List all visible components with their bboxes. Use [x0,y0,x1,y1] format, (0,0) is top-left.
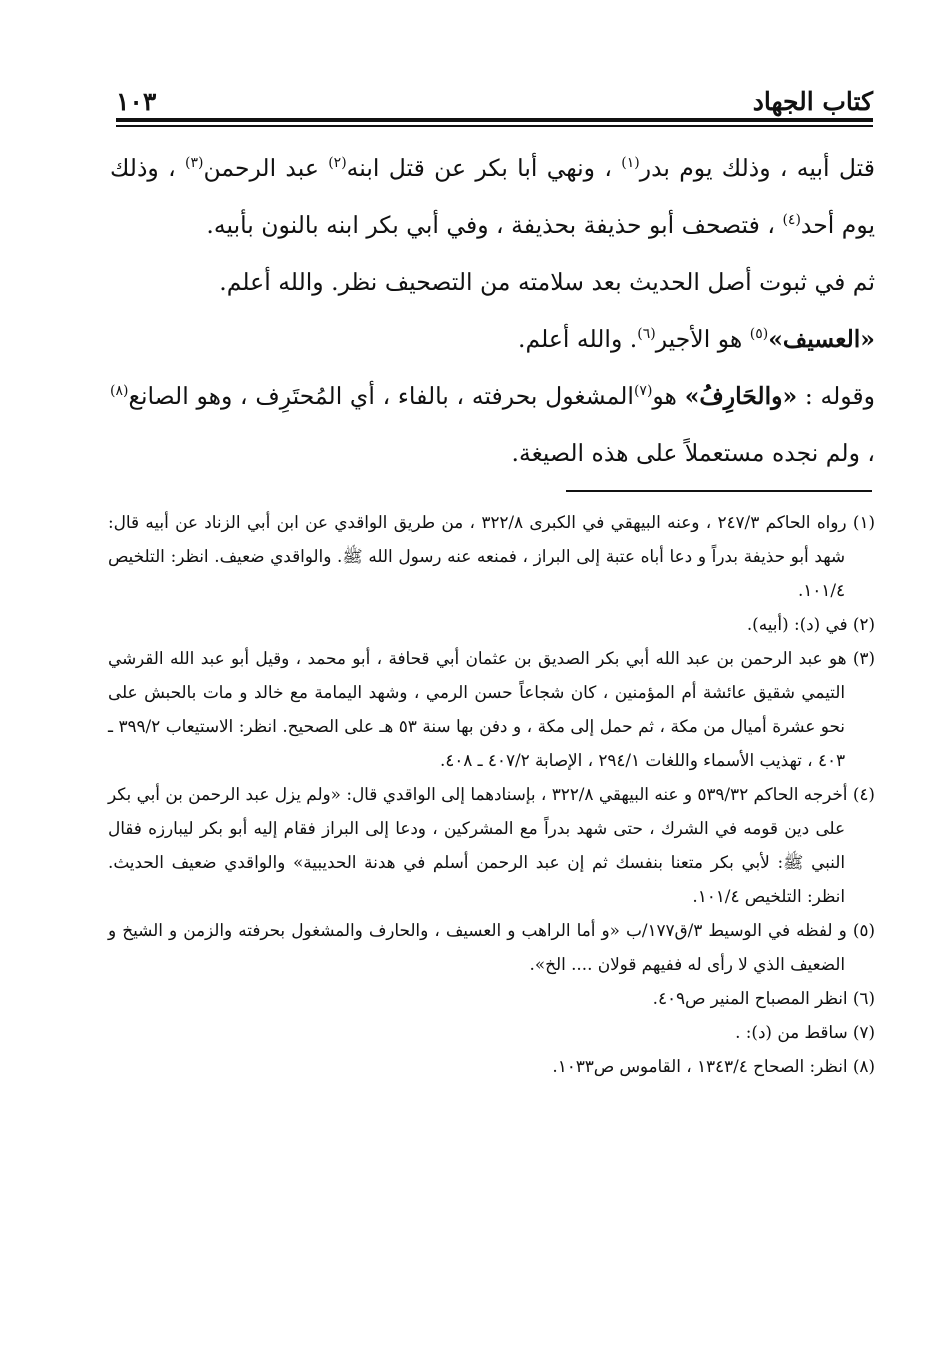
paragraph-1 [110,140,875,254]
text-run: ، وذلك يوم أحد [110,154,875,239]
text-run: قتل أبيه ، وذلك يوم بدر [639,154,875,182]
footnote-separator [566,490,872,492]
paragraph-4 [110,368,875,482]
header-rule-thick [116,118,873,122]
footnote-ref: (٦) [637,326,656,343]
footnotes [108,505,875,1083]
text-run: ، ونهي أبا بكر عن قتل ابنه [346,154,612,182]
footnote-ref: (٣) [185,155,204,172]
defined-term: «العسيف» [768,325,875,353]
text-run: ، ولم نجده مستعملاً على هذه الصيغة. [511,439,875,467]
paragraph-3 [110,311,875,368]
text-run: هو [652,382,677,410]
page-number: ١٠٣ [116,87,157,116]
main-text [110,140,875,482]
text-run: ، فتصحف أبو حذيفة بحذيفة ، وفي أبي بكر ابنه بالنون بأبيه. [206,211,775,239]
footnote-8: (٨) انظر: الصحاح ١٣٤٣/٤ ، القاموس ص١٠٣٣. [552,1056,875,1076]
footnote-ref: (٥) [749,326,769,343]
running-header [116,80,873,116]
defined-term: «والحَارِفُ» [684,382,798,410]
text-run: وقوله : [804,382,875,410]
footnote-2: (٢) في (د): (أبيه). [746,614,875,634]
paragraph-2: ثم في ثبوت أصل الحديث بعد سلامته من التصحيف نظر. والله أعلم. [219,268,875,296]
footnote-7: (٧) ساقط من (د): . [735,1022,875,1042]
footnote-4: (٤) أخرجه الحاكم ٥٣٩/٣٢ و عنه البيهقي ٣٢٢/٨ ، بإسنادهما إلى الواقدي قال: «ولم يزل عبد الرحمن بن أبي بكر على دين قومه في الشرك ، حتى شهد بدراً مع المشركين ، ودعا إلى البراز فقام إليه أبو بكر ليبارزه فقال النبي ﷺ: لأبي بكر متعنا بنفسك ثم إن عبد الرحمن أسلم في هدنة الحديبية» والواقدي ضعيف الحديث. انظر: التلخيص ١٠١/٤. [108,784,875,906]
footnote-3: (٣) هو عبد الرحمن بن عبد الله أبي بكر الصديق بن عثمان أبي قحافة ، أبو محمد ، وقيل أبو عبد الله القرشي التيمي شقيق عائشة أم المؤمنين ، كان شجاعاً حسن الرمي ، وشهد اليمامة مع خالد و مات بالحبش على نحو عشرة أميال من مكة ، ثم حمل إلى مكة ، و دفن بها سنة ٥٣ هـ على الصحيح. انظر: الاستيعاب ٣٩٩/٢ ـ ٤٠٣ ، تهذيب الأسماء واللغات ٢٩٤/١ ، الإصابة ٤٠٧/٢ ـ ٤٠٨. [108,648,875,770]
footnote-1: (١) رواه الحاكم ٢٤٧/٣ ، وعنه البيهقي في الكبرى ٣٢٢/٨ ، من طريق الواقدي عن ابن أبي الزناد عن أبيه قال: شهد أبو حذيفة بدراً و دعا أباه عتبة إلى البراز ، فمنعه عنه رسول الله ﷺ. والواقدي ضعيف. انظر: التلخيص ١٠١/٤. [108,512,876,600]
text-run: عبد الرحمن [203,154,319,182]
footnote-ref: (٤) [782,212,801,229]
book-title: كتاب الجهاد [752,87,873,116]
footnote-ref: (٢) [328,155,347,172]
footnote-ref: (١) [621,155,640,172]
header-rule-thin [116,125,873,127]
text-run: . والله أعلم. [517,325,638,353]
text-run: هو الأجير [655,325,743,353]
footnote-ref: (٨) [110,383,129,400]
text-run: المشغول بحرفته ، بالفاء ، أي المُحتَرِف ، وهو الصانع [128,382,634,410]
footnote-ref: (٧) [633,383,653,400]
footnote-5: (٥) و لفظه في الوسيط ٣/ق١٧٧/ب «و أما الراهب و العسيف ، والحارف والمشغول بحرفته والزمن و الشيخ و الضعيف الذي لا رأى له ففيهم قولان .... الخ». [108,920,875,974]
footnote-6: (٦) انظر المصباح المنير ص٤٠٩. [652,988,875,1008]
